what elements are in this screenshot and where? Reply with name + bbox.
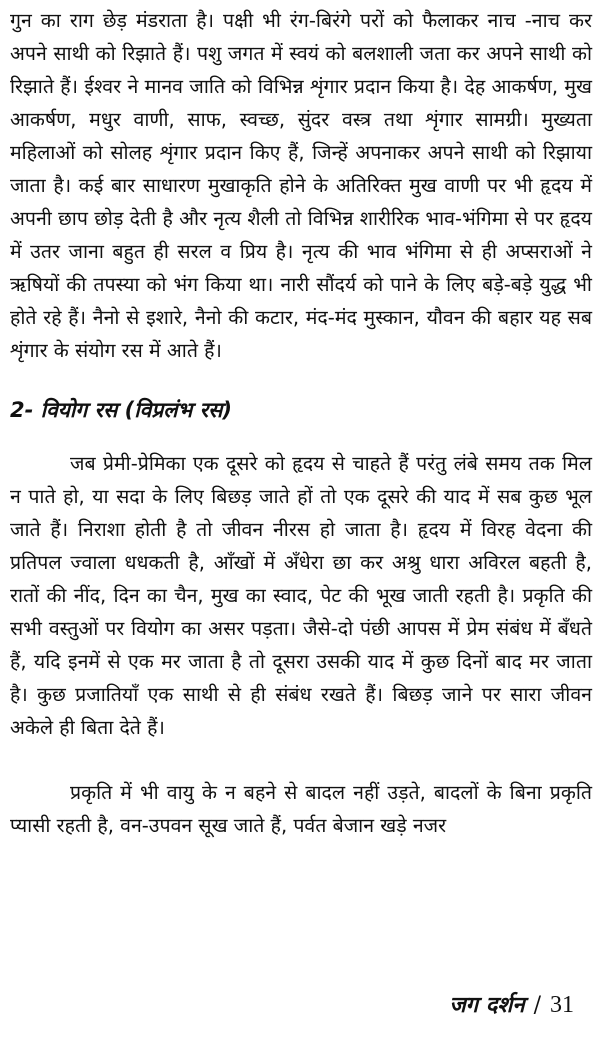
book-title: जग दर्शन [449,993,525,1018]
footer-separator: / [533,993,541,1018]
paragraph-spacer [10,744,592,776]
page-footer [449,991,574,1020]
section-heading-viyog-ras: 2- वियोग रस (विप्रलंभ रस) [10,398,232,422]
paragraph-samyog-continued: गुन का राग छेड़ मंडराता है। पक्षी भी रंग-बिरंगे परों को फैलाकर नाच -नाच कर अपने साथी को रिझाते हैं। पशु जगत में स्वयं को बलशाली जता कर अपने साथी को रिझाते हैं। ईश्वर ने मानव जाति को विभिन्न शृंगार प्रदान किया है। देह आकर्षण, मुख आकर्षण, मधुर वाणी, साफ, स्वच्छ, सुंदर वस्त्र तथा शृंगार सामग्री। मुख्यता महिलाओं को सोलह शृंगार प्रदान किए हैं, जिन्हें अपनाकर अपने साथी को रिझाया जाता है। कई बार साधारण मुखाकृति होने के अतिरिक्त मुख वाणी पर भी हृदय में अपनी छाप छोड़ देती है और नृत्य शैली तो विभिन्न शारीरिक भाव-भंगिमा से पर हृदय में उतर जाना बहुत ही सरल व प्रिय है। नृत्य की भाव भंगिमा से ही अप्सराओं ने ऋषियों की तपस्या को भंग किया था। नारी सौंदर्य को पाने के लिए बड़े-बड़े युद्ध भी होते रहे हैं। नैनो से इशारे, नैनो की कटार, मंद-मंद मुस्कान, यौवन की बहार यह सब शृंगार के संयोग रस में आते हैं। [10,9,592,362]
book-page [10,4,592,1044]
paragraph-viyog-ras: जब प्रेमी-प्रेमिका एक दूसरे को हृदय से चाहते हैं परंतु लंबे समय तक मिल न पाते हो, या सदा के लिए बिछड़ जाते हों तो एक दूसरे की याद में सब कुछ भूल जाते हैं। निराशा होती है तो जीवन नीरस हो जाता है। हृदय में विरह वेदना की प्रतिपल ज्वाला धधकती है, आँखों में अँधेरा छा कर अश्रु धारा अविरल बहती है, रातों की नींद, दिन का चैन, मुख का स्वाद, पेट की भूख जाती रहती है। प्रकृति की सभी वस्तुओं पर वियोग का असर पड़ता। जैसे-दो पंछी आपस में प्रेम संबंध में बँधते हैं, यदि इनमें से एक मर जाता है तो दूसरा उसकी याद में कुछ दिनों बाद मर जाता है। कुछ प्रजातियाँ एक साथी से ही संबंध रखते हैं। बिछड़ जाने पर सारा जीवन अकेले ही बिता देते हैं। [10,452,592,739]
page-number: 31 [550,992,574,1018]
paragraph-prakriti: प्रकृति में भी वायु के न बहने से बादल नहीं उड़ते, बादलों के बिना प्रकृति प्यासी रहती है, वन-उपवन सूख जाते हैं, पर्वत बेजान खड़े नजर [10,781,592,837]
